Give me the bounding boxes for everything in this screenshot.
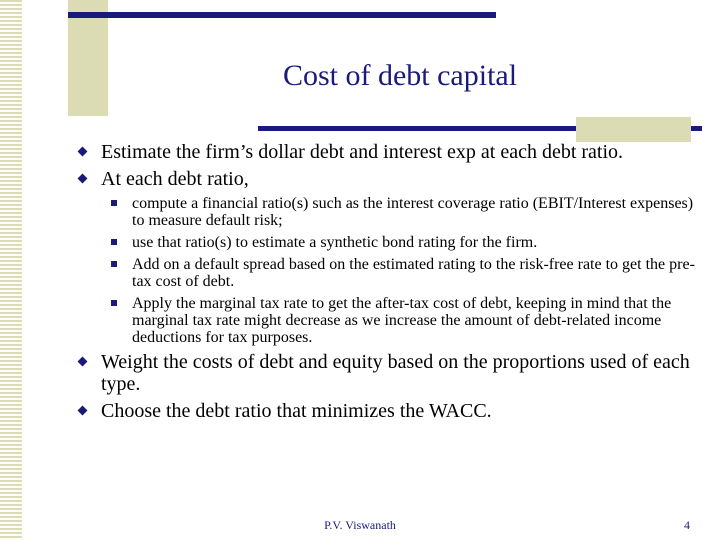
diamond-bullet-icon: [78, 406, 88, 416]
bullet-text: Choose the debt ratio that minimizes the WACC.: [101, 400, 492, 422]
sub-bullet-item: [76, 295, 696, 346]
diamond-bullet-icon: [78, 357, 88, 367]
square-bullet-icon: [111, 261, 117, 267]
sub-bullet-item: [76, 256, 696, 290]
square-bullet-icon: [111, 300, 117, 306]
sub-bullet-item: [76, 195, 696, 229]
slide-body: [76, 141, 696, 427]
bullet-item: [76, 351, 696, 395]
sub-bullet-text: Apply the marginal tax rate to get the after-tax cost of debt, keeping in mind that the marginal tax rate might decrease as we increase the amount of debt-related income deductions for tax purposes.: [132, 295, 672, 346]
bullet-text: Estimate the firm’s dollar debt and interest exp at each debt ratio.: [101, 141, 624, 163]
title-rule-top: [68, 12, 496, 18]
decorative-stripes: [0, 0, 22, 540]
diamond-bullet-icon: [78, 147, 88, 157]
decorative-block-right: [576, 117, 691, 142]
sub-bullet-text: Add on a default spread based on the estimated rating to the risk-free rate to get the pre-tax cost of debt.: [132, 256, 695, 290]
bullet-item: [76, 141, 696, 163]
square-bullet-icon: [111, 200, 117, 206]
bullet-text: At each debt ratio,: [101, 168, 249, 190]
square-bullet-icon: [111, 239, 117, 245]
slide-title: Cost of debt capital: [282, 59, 518, 92]
bullet-text: Weight the costs of debt and equity based on the proportions used of each type.: [101, 351, 690, 395]
sub-bullet-text: compute a financial ratio(s) such as the interest coverage ratio (EBIT/Interest expenses) to measure default risk;: [132, 195, 694, 229]
sub-bullet-text: use that ratio(s) to estimate a synthetic bond rating for the firm.: [132, 234, 538, 251]
diamond-bullet-icon: [78, 174, 88, 184]
footer-author: P.V. Viswanath: [324, 518, 396, 532]
page-number: 4: [684, 518, 690, 532]
bullet-item: [76, 168, 696, 190]
sub-bullet-item: [76, 234, 696, 251]
bullet-item: [76, 400, 696, 422]
